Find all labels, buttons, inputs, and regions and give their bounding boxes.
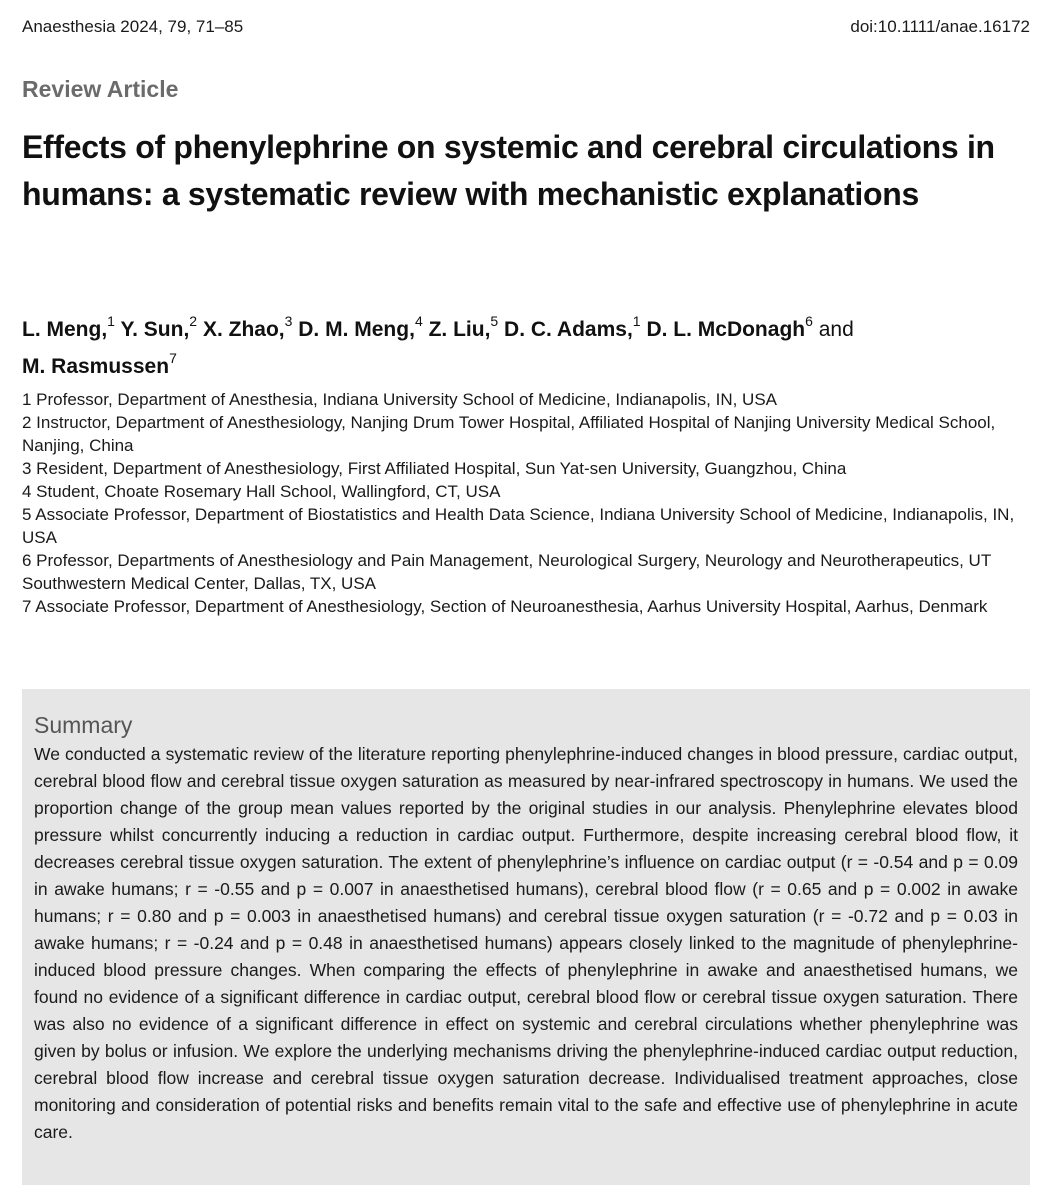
affiliation: 6 Professor, Departments of Anesthesiology and Pain Management, Neurological Surgery, Neurology and Neurotherapeutics, UT Southwestern Medical Center, Dallas, TX, USA	[22, 551, 991, 593]
affiliation: 4 Student, Choate Rosemary Hall School, Wallingford, CT, USA	[22, 482, 501, 501]
author-list	[22, 308, 1032, 382]
article-type-label: Review Article	[22, 76, 179, 102]
summary-heading: Summary	[34, 712, 133, 738]
author-name: D. M. Meng,	[298, 318, 415, 341]
author[interactable]	[428, 313, 499, 341]
author-affil-ref: 7	[169, 350, 177, 366]
author-affil-ref: 2	[189, 313, 198, 329]
author[interactable]	[202, 313, 293, 341]
author-name: X. Zhao,	[202, 318, 285, 341]
author-affil-ref: 6	[805, 313, 813, 329]
affiliation: 2 Instructor, Department of Anesthesiology, Nanjing Drum Tower Hospital, Affiliated Hospital of Nanjing University Medical School, Nanjing, China	[22, 413, 996, 455]
doi-link[interactable]: doi:10.1111/anae.16172	[850, 17, 1030, 36]
affiliation-list	[22, 388, 1032, 618]
running-header	[22, 16, 1030, 38]
article-title: Effects of phenylephrine on systemic and cerebral circulations in humans: a systematic review with mechanistic explanations	[22, 129, 995, 212]
authors-conjunction: and	[818, 318, 854, 341]
journal-citation: Anaesthesia 2024, 79, 71–85	[22, 17, 244, 36]
author[interactable]	[120, 313, 198, 341]
author-affil-ref: 1	[107, 313, 115, 329]
author[interactable]	[22, 350, 177, 378]
author-affil-ref: 3	[284, 313, 293, 329]
author[interactable]	[504, 313, 641, 341]
affiliation: 3 Resident, Department of Anesthesiology, First Affiliated Hospital, Sun Yat-sen University, Guangzhou, China	[22, 459, 847, 478]
author-name: L. Meng,	[22, 318, 108, 341]
author[interactable]	[646, 313, 813, 341]
author[interactable]	[298, 313, 423, 341]
author-name: D. C. Adams,	[504, 318, 633, 341]
summary-box	[22, 689, 1030, 1185]
affiliation: 5 Associate Professor, Department of Biostatistics and Health Data Science, Indiana University School of Medicine, Indianapolis, IN, USA	[22, 505, 1015, 547]
author-name: D. L. McDonagh	[646, 318, 806, 341]
summary-text: We conducted a systematic review of the literature reporting phenylephrine-induced changes in blood pressure, cardiac output, cerebral blood flow and cerebral tissue oxygen saturation as measured by near-infrared spectroscopy in humans. We used the proportion change of the group mean values reported by the original studies in our analysis. Phenylephrine elevates blood pressure whilst concurrently inducing a reduction in cardiac output. Furthermore, despite increasing cerebral blood flow, it decreases cerebral tissue oxygen saturation. The extent of phenylephrine’s influence on cardiac output (r = -0.54 and p = 0.09 in awake humans; r = -0.55 and p = 0.007 in anaesthetised humans), cerebral blood flow (r = 0.65 and p = 0.002 in awake humans; r = 0.80 and p = 0.003 in anaesthetised humans) and cerebral tissue oxygen saturation (r = -0.72 and p = 0.03 in awake humans; r = -0.24 and p = 0.48 in anaesthetised humans) appears closely linked to the magnitude of phenylephrine-induced blood pressure changes. When comparing the effects of phenylephrine in awake and anaesthetised humans, we found no evidence of a significant difference in cardiac output, cerebral blood flow or cerebral tissue oxygen saturation. There was also no evidence of a significant difference in effect on systemic and cerebral circulations whether phenylephrine was given by bolus or infusion. We explore the underlying mechanisms driving the phenylephrine-induced cardiac output reduction, cerebral blood flow increase and cerebral tissue oxygen saturation decrease. Individualised treatment approaches, close monitoring and consideration of potential risks and benefits remain vital to the safe and effective use of phenylephrine in acute care.	[34, 744, 1018, 1142]
author-affil-ref: 1	[632, 313, 641, 329]
author[interactable]	[22, 313, 115, 341]
author-name: M. Rasmussen	[22, 355, 170, 378]
affiliation: 1 Professor, Department of Anesthesia, Indiana University School of Medicine, Indianapolis, IN, USA	[22, 390, 778, 409]
author-affil-ref: 5	[490, 313, 499, 329]
author-affil-ref: 4	[414, 313, 423, 329]
affiliation: 7 Associate Professor, Department of Anesthesiology, Section of Neuroanesthesia, Aarhus University Hospital, Aarhus, Denmark	[22, 597, 988, 616]
author-name: Z. Liu,	[428, 318, 491, 341]
author-name: Y. Sun,	[120, 318, 190, 341]
